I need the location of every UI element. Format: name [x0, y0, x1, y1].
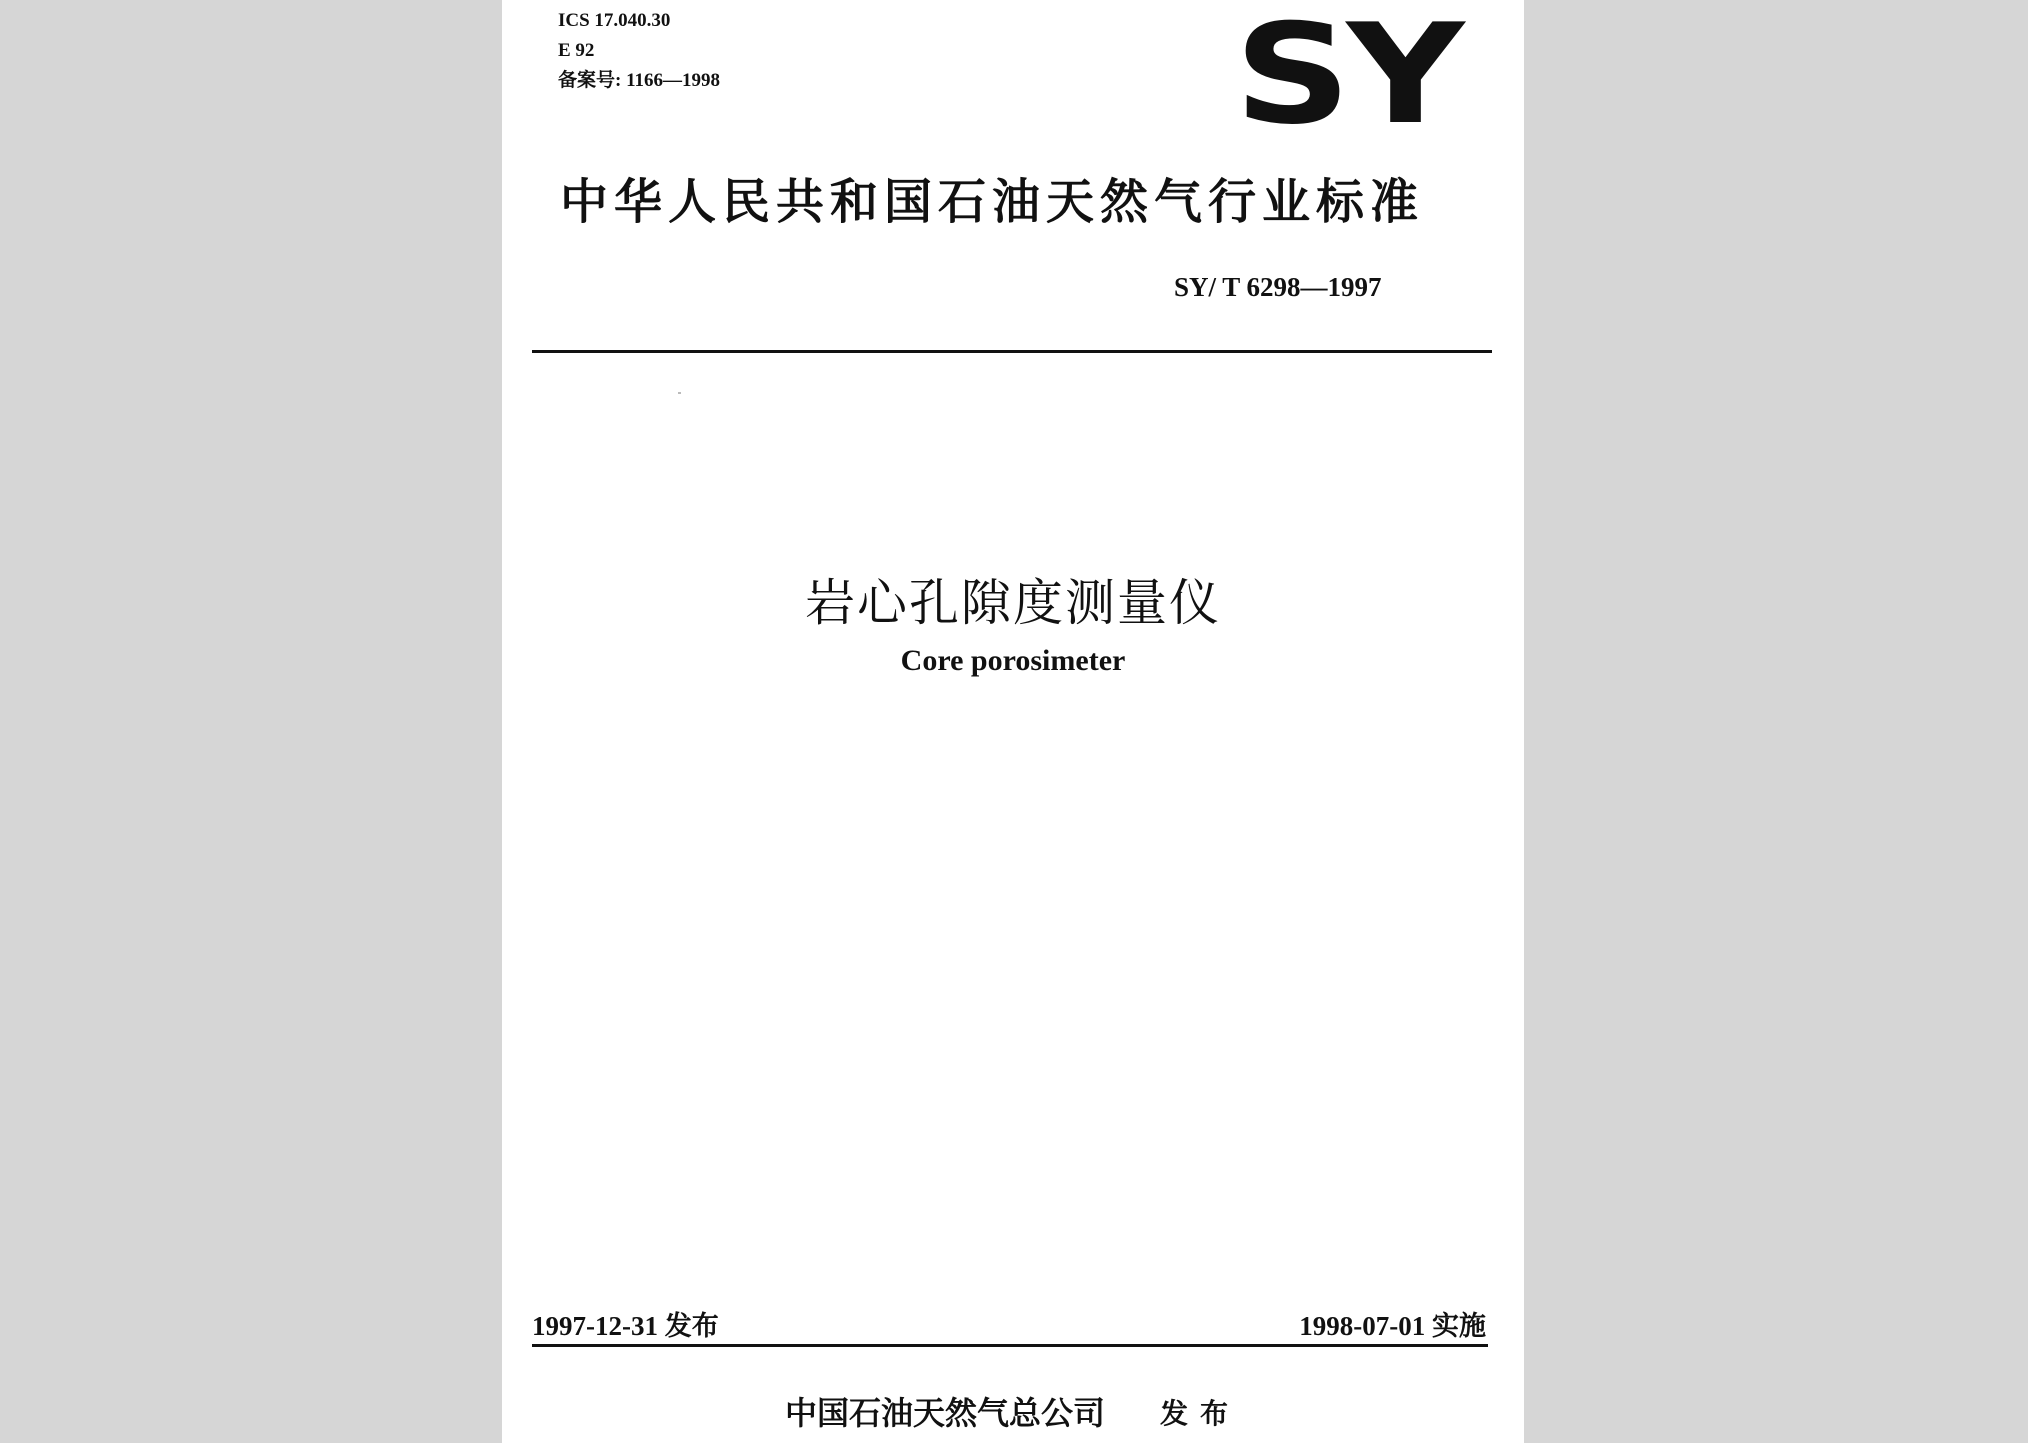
agency-title: 中华人民共和国石油天然气行业标准 [560, 174, 1425, 230]
header-meta [558, 6, 720, 96]
issue-date: 1997-12-31 发布 [532, 1311, 719, 1341]
sy-logo: SY [1234, 0, 1460, 155]
standard-code: SY/ T 6298—1997 [1174, 272, 1382, 302]
implementation-date: 1998-07-01 实施 [1299, 1311, 1486, 1341]
document-page [502, 0, 1524, 1443]
ics-code: ICS 17.040.30 [558, 10, 671, 31]
publish-label: 发布 [1160, 1397, 1241, 1430]
document-title-chinese: 岩心孔隙度测量仪 [805, 574, 1221, 632]
filing-number: 备案号: 1166—1998 [558, 70, 721, 91]
scan-speck [678, 392, 681, 394]
classification-code: E 92 [558, 40, 595, 61]
top-divider [532, 350, 1492, 353]
publisher-name: 中国石油天然气总公司 [785, 1394, 1106, 1432]
document-title-english: Core porosimeter [900, 644, 1126, 677]
bottom-divider [532, 1344, 1488, 1347]
